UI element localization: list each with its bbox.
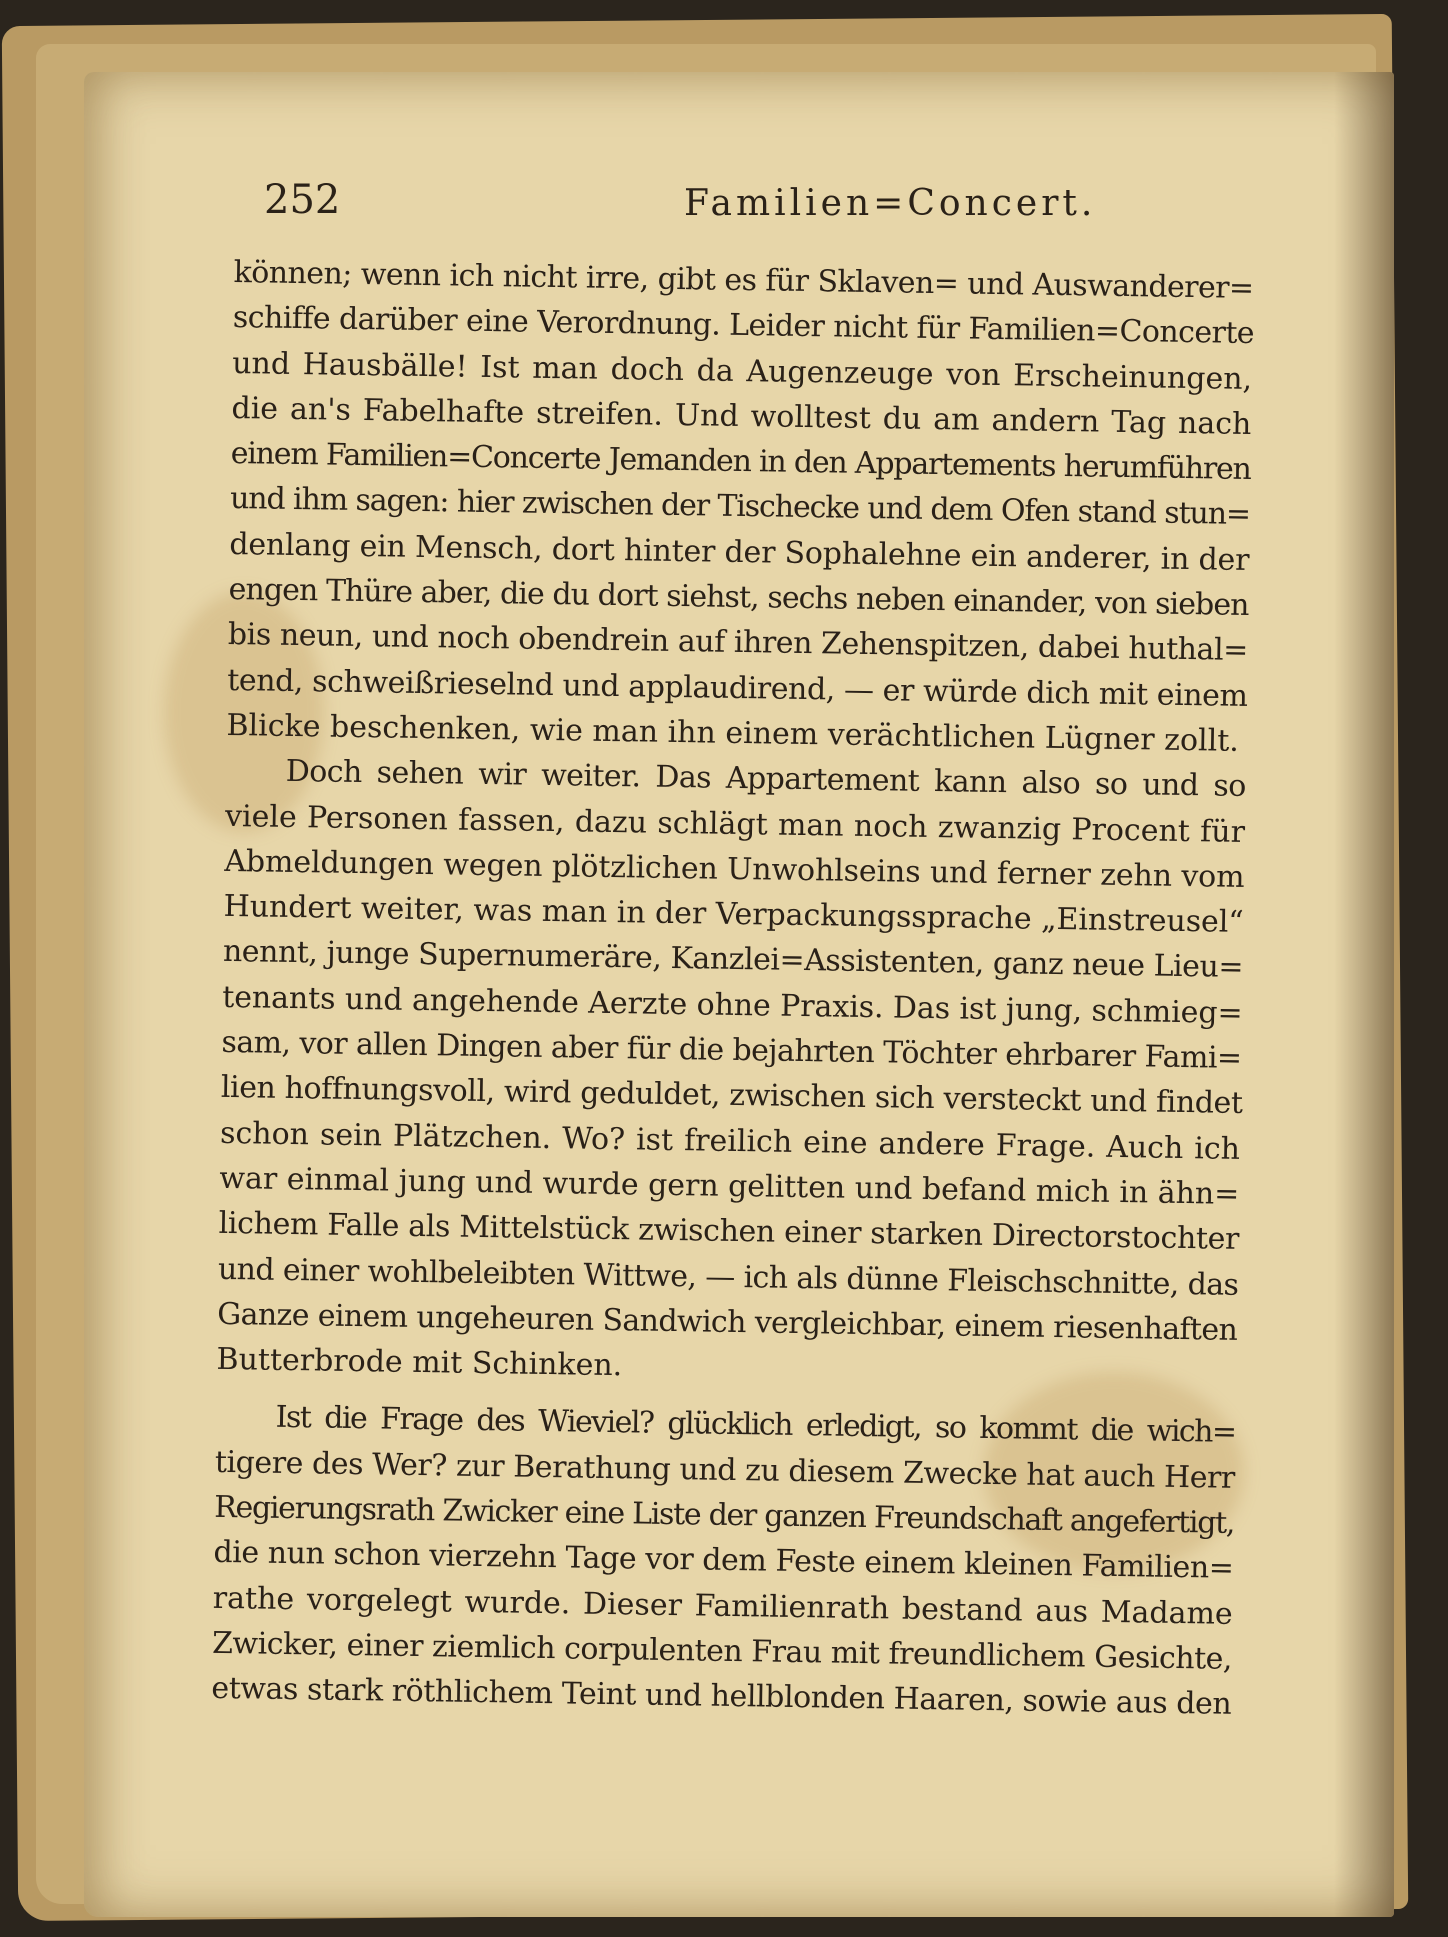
text-line: rathe vorgelegt wurde. Dieser Familienrath bestand aus Madame <box>212 1580 1233 1632</box>
body-text <box>211 250 1254 1727</box>
page-header <box>264 177 1264 237</box>
text-line: und einer wohlbeleibten Wittwe, — ich als dünne Fleischschnitte, das <box>217 1251 1239 1303</box>
text-line: die an's Fabelhafte streifen. Und wolltest du am andern Tag nach <box>231 390 1252 442</box>
text-line: nennt, junge Supernumeräre, Kanzlei=Assistenten, ganz neue Lieu= <box>222 934 1244 986</box>
paragraph <box>226 250 1254 764</box>
text-line: können; wenn ich nicht irre, gibt es für Sklaven= und Auswanderer= <box>233 254 1254 307</box>
text-line: lichem Falle als Mittelstück zwischen einer starken Directorstochter <box>218 1206 1240 1258</box>
text-line: Abmeldungen wegen plötzlichen Unwohlseins und ferner zehn vom <box>224 843 1245 895</box>
text-line: engen Thüre aber, die du dort siehst, sechs neben einander, von sieben <box>228 572 1249 624</box>
text-line: etwas stark röthlichem Teint und hellblonden Haaren, sowie aus den <box>211 1671 1232 1723</box>
text-line: Ganze einem ungeheuren Sandwich vergleichbar, einem riesenhaften <box>217 1296 1238 1348</box>
text-line: und ihm sagen: hier zwischen der Tischecke und dem Ofen stand stun= <box>229 481 1251 533</box>
book-page <box>84 72 1394 1917</box>
page-edge-shadow <box>1334 72 1394 1917</box>
text-line: bis neun, und noch obendrein auf ihren Zehenspitzen, dabei huthal= <box>227 617 1249 669</box>
text-line: Hundert weiter, was man in der Verpackungssprache „Einstreusel“ <box>223 889 1244 941</box>
text-line: tend, schweißrieselnd und applaudirend, — er würde dich mit einem <box>226 662 1248 714</box>
text-line: Doch sehen wir weiter. Das Appartement kann also so und so <box>285 754 1246 805</box>
text-line: lien hoffnungsvoll, wird geduldet, zwischen sich versteckt und findet <box>220 1070 1243 1122</box>
text-line: tenants und angehende Aerzte ohne Praxis. Das ist jung, schmieg= <box>221 979 1243 1031</box>
text-line: Butterbrode mit Schinken. <box>216 1341 623 1384</box>
text-line: Regierungsrath Zwicker eine Liste der ganzen Freundschaft angefertigt, <box>213 1489 1235 1541</box>
text-line: schiffe darüber eine Verordnung. Leider nicht für Familien=Concerte <box>232 300 1255 352</box>
text-line: die nun schon vierzehn Tage vor dem Feste einem kleinen Familien= <box>213 1535 1234 1587</box>
text-line: sam, vor allen Dingen aber für die bejahrten Töchter ehrbarer Fami= <box>221 1024 1242 1076</box>
text-line: einem Familien=Concerte Jemanden in den Appartements herumführen <box>230 436 1251 488</box>
running-head: Familien=Concert. <box>684 183 1097 224</box>
text-line: tigere des Wer? zur Berathung und zu diesem Zwecke hat auch Herr <box>214 1444 1236 1496</box>
page-number: 252 <box>264 177 341 223</box>
text-line: viele Personen fassen, dazu schlägt man noch zwanzig Procent für <box>224 798 1246 850</box>
paragraph <box>216 748 1246 1398</box>
text-line: Ist die Frage des Wieviel? glücklich erledigt, so kommt die wich= <box>275 1400 1236 1451</box>
text-line: und Hausbälle! Ist man doch da Augenzeuge von Erscheinungen, <box>231 345 1253 397</box>
text-line: war einmal jung und wurde gern gelitten und befand mich in ähn= <box>219 1160 1240 1212</box>
paragraph <box>211 1394 1236 1727</box>
text-line: denlang ein Mensch, dort hinter der Sophalehne ein anderer, in der <box>229 526 1250 578</box>
text-line: schon sein Plätzchen. Wo? ist freilich eine andere Frage. Auch ich <box>219 1115 1241 1167</box>
text-line: Zwicker, einer ziemlich corpulenten Frau mit freundlichem Gesichte, <box>211 1625 1233 1677</box>
text-line: Blicke beschenken, wie man ihn einem verächtlichen Lügner zollt. <box>226 707 1240 759</box>
